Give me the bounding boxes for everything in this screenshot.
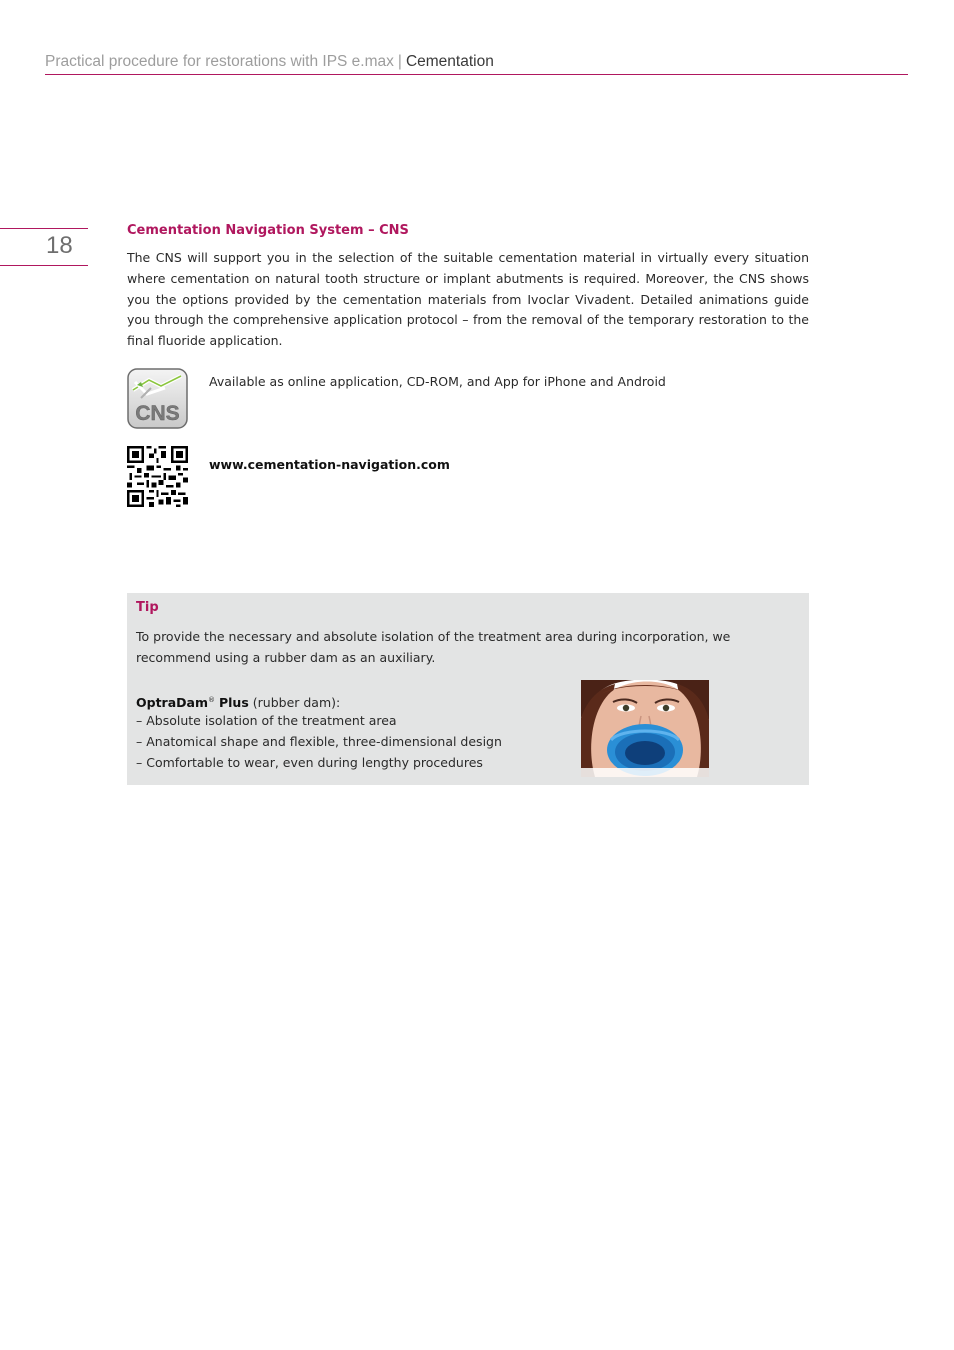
feature-list (136, 711, 502, 773)
rubber-dam-photo (581, 680, 709, 777)
section-title: Cementation Navigation System – CNS (127, 223, 409, 238)
availability-text: Available as online application, CD-ROM, and App for iPhone and Android (209, 374, 666, 389)
tip-text: To provide the necessary and absolute isolation of the treatment area during incorporation, we recommend using a rubber dam as an auxiliary. (136, 629, 731, 665)
cns-icon-label: CNS (135, 402, 180, 425)
running-header (45, 52, 908, 75)
breadcrumb-separator: | (397, 53, 402, 70)
list-item: – Comfortable to wear, even during lengthy procedures (136, 753, 502, 774)
tip-title: Tip (136, 600, 159, 615)
breadcrumb-current: Cementation (405, 53, 494, 70)
page-number: 18 (46, 232, 73, 259)
cns-website-link[interactable]: www.cementation-navigation.com (209, 457, 450, 472)
cns-app-icon (127, 368, 188, 429)
list-item: – Anatomical shape and flexible, three-dimensional design (136, 732, 502, 753)
list-item: – Absolute isolation of the treatment area (136, 711, 502, 732)
product-name-suffix: Plus (218, 695, 249, 711)
product-name: OptraDam (136, 695, 208, 711)
registered-mark: ® (208, 696, 215, 704)
breadcrumb-document: Practical procedure for restorations with IPS e.max (45, 53, 394, 70)
section-body: The CNS will support you in the selection of the suitable cementation material in virtually every situation where cementation on natural tooth structure or implant abutments is required. Moreover, the CNS shows you the options provided by the cementation materials from Ivoclar Vivadent. Detailed animations guide you through the comprehensive application protocol – from the removal of the temporary restoration to the final fluoride application. (127, 250, 809, 349)
product-description: (rubber dam): (252, 695, 341, 711)
qr-code (127, 446, 188, 507)
page-number-box (0, 228, 88, 266)
tip-box (127, 593, 809, 785)
